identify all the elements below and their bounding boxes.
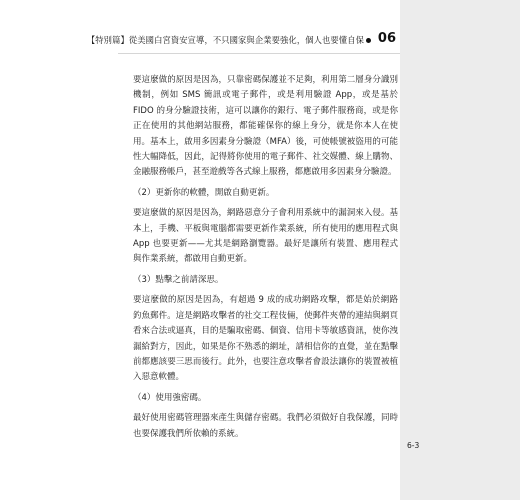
section-heading-think-before-click: （3）點擊之前請深思。 [133,274,224,285]
running-header [86,30,400,54]
body-text [133,73,398,447]
paragraph-think-before-click: 要這麼做的原因是因為，有超過 9 成的成功網路攻擊，都是始於網路釣魚郵件。這是網路攻擊者的社交工程伎倆，使郵件夾帶的連結與網頁看來合法或逼真，目的是騙取密碼、個資、信用卡等敏感資訊，使你洩漏給對方，因此，如果是你不熟悉的網址，請相信你的直覺，並在點擊前都應該要三思而後行。此外，也要注意攻擊者會設法讓你的裝置被植入惡意軟體。 [133,295,398,383]
header-bullet-icon [366,38,371,43]
page-margin-strip [400,0,520,500]
paragraph-strong-passwords: 最好使用密碼管理器來產生與儲存密碼。我們必須做好自我保護，同時也要保護我們所依賴的系統。 [133,413,398,439]
running-header-title: 【特別篇】從美國白宮資安宣導，不只國家與企業要強化，個人也要懂自保 [86,35,364,45]
page-number: 6-3 [407,441,420,450]
paragraph-update-software: 要這麼做的原因是因為，網路惡意分子會利用系統中的漏洞來入侵。基本上，手機、平板與電腦都需要更新作業系統，所有使用的應用程式與 App 也要更新——尤其是網路瀏覽器。最好是讓所有裝置、應用程式與作業系統，都啟用自動更新。 [133,208,398,265]
section-heading-update-software: （2）更新你的軟體，開啟自動更新。 [133,187,275,198]
chapter-number: 06 [377,31,396,46]
section-heading-strong-passwords: （4）使用強密碼。 [133,392,207,403]
paragraph-mfa: 要這麼做的原因是因為，只靠密碼保護並不足夠，利用第二層身分識別機制，例如 SMS 簡訊或電子郵件，或是利用驗證 App，或是基於 FIDO 的身分驗證技術，這可以讓你的銀行、電子郵件服務商，或是你正在使用的其他網站服務，都能確保你的線上身分，就是你本人在使用。基本上，啟用多因素身分驗證（MFA）後，可使帳號被盜用的可能性大幅降低，因此，記得將你使用的電子郵件、社交媒體、線上購物、金融服務帳戶，甚至遊戲等各式線上服務，都應啟用多因素身分驗證。 [133,75,398,178]
header-divider [118,53,400,54]
